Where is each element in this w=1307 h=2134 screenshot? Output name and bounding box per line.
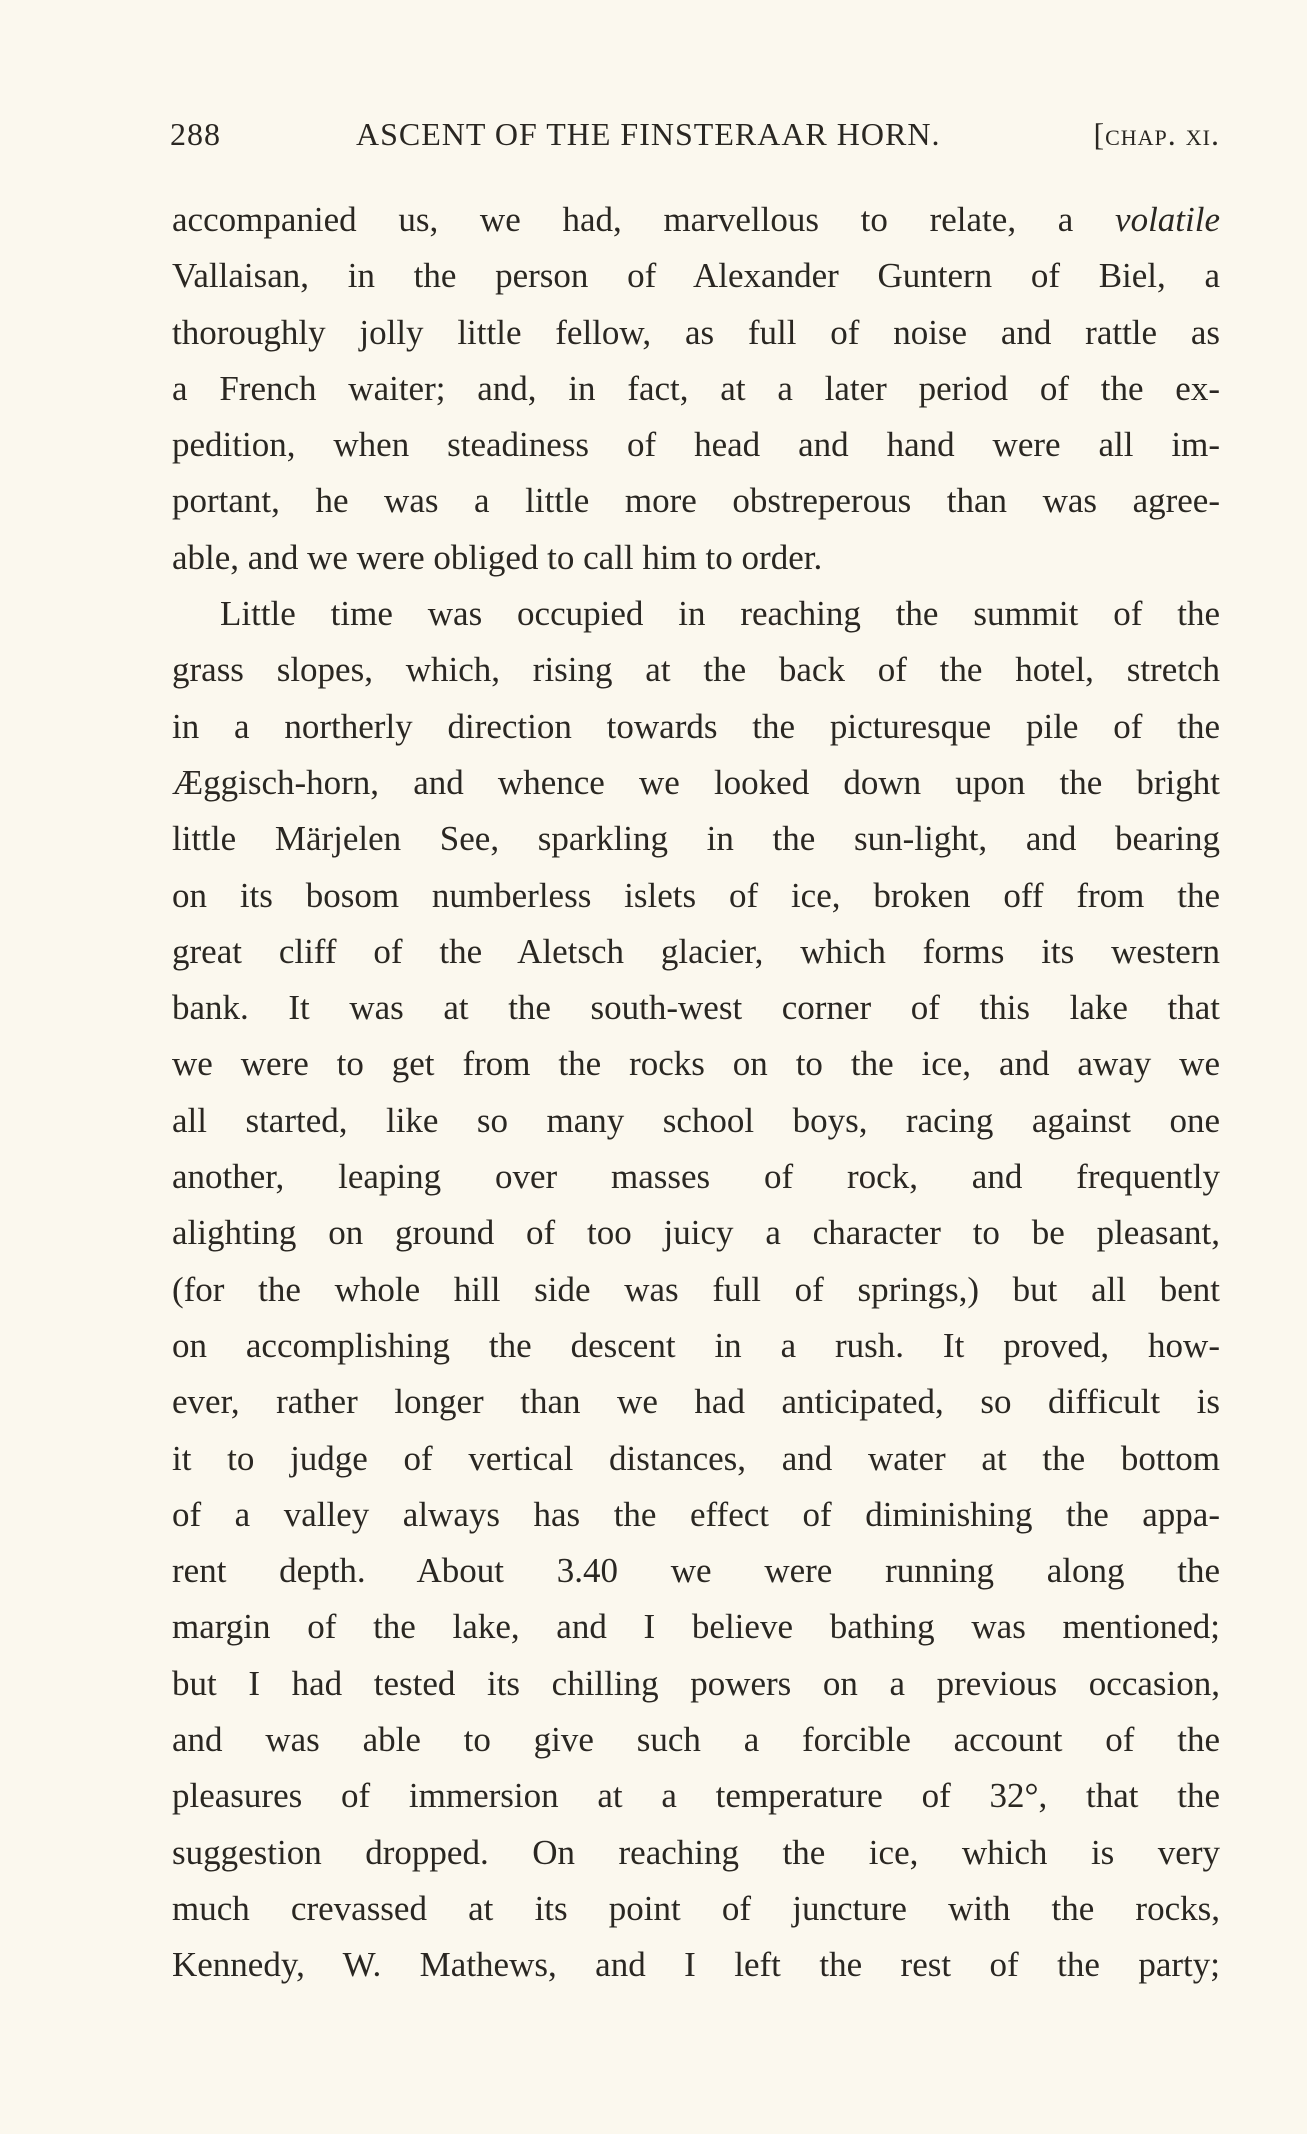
text-line: but I had tested its chilling powers on a previous occasion, [172, 1663, 1220, 1703]
text-line: we were to get from the rocks on to the ice, and away we [172, 1044, 1220, 1084]
text-line: ever, rather longer than we had anticipated, so difficult is [172, 1382, 1220, 1422]
text-line: bank. It was at the south-west corner of this lake that [172, 988, 1220, 1028]
paragraph-1 [172, 192, 1220, 586]
text-line: rent depth. About 3.40 we were running along the [172, 1551, 1220, 1591]
text-line: Vallaisan, in the person of Alexander Guntern of Biel, a [172, 256, 1220, 296]
text-line: it to judge of vertical distances, and water at the bottom [172, 1438, 1220, 1478]
page-number: 288 [170, 116, 221, 152]
text-line: all started, like so many school boys, racing against one [172, 1100, 1220, 1140]
text-line: grass slopes, which, rising at the back of the hotel, stretch [172, 650, 1220, 690]
text-line: (for the whole hill side was full of springs,) but all bent [172, 1269, 1220, 1309]
text-line: thoroughly jolly little fellow, as full of noise and rattle as [172, 312, 1220, 352]
text-line: of a valley always has the effect of diminishing the appa- [172, 1494, 1220, 1534]
text-line: Little time was occupied in reaching the summit of the [220, 594, 1220, 634]
text-line: much crevassed at its point of juncture with the rocks, [172, 1888, 1220, 1928]
text-line: suggestion dropped. On reaching the ice, which is very [172, 1832, 1220, 1872]
text-line: Æggisch-horn, and whence we looked down upon the bright [172, 762, 1220, 802]
running-head [170, 116, 1220, 164]
text-line: pedition, when steadiness of head and hand were all im- [172, 425, 1220, 465]
body-text [172, 192, 1220, 1994]
running-title: ASCENT OF THE FINSTERAAR HORN. [356, 116, 941, 152]
text-line: alighting on ground of too juicy a character to be pleasant, [172, 1213, 1220, 1253]
text-line: on its bosom numberless islets of ice, broken off from the [172, 875, 1220, 915]
text-line: and was able to give such a forcible account of the [172, 1720, 1220, 1760]
text-line: on accomplishing the descent in a rush. It proved, how- [172, 1325, 1220, 1365]
paragraph-2 [172, 586, 1220, 1993]
text-line: another, leaping over masses of rock, and frequently [172, 1157, 1220, 1197]
text-line: able, and we were obliged to call him to order. [172, 537, 823, 577]
text-line: great cliff of the Aletsch glacier, which forms its western [172, 931, 1220, 971]
text-line: margin of the lake, and I believe bathing was mentioned; [172, 1607, 1220, 1647]
text-line: in a northerly direction towards the picturesque pile of the [172, 706, 1220, 746]
chapter-reference: [chap. xi. [1093, 116, 1220, 152]
italic-word: volatile [1115, 200, 1220, 239]
text-line: pleasures of immersion at a temperature of 32°, that the [172, 1776, 1220, 1816]
text-line: a French waiter; and, in fact, at a later period of the ex- [172, 368, 1220, 408]
text-line: little Märjelen See, sparkling in the sun-light, and bearing [172, 819, 1220, 859]
text-line: accompanied us, we had, marvellous to relate, a volatile [172, 200, 1220, 239]
text-line: Kennedy, W. Mathews, and I left the rest of the party; [172, 1945, 1220, 1985]
text-line: portant, he was a little more obstreperous than was agree- [172, 481, 1220, 521]
